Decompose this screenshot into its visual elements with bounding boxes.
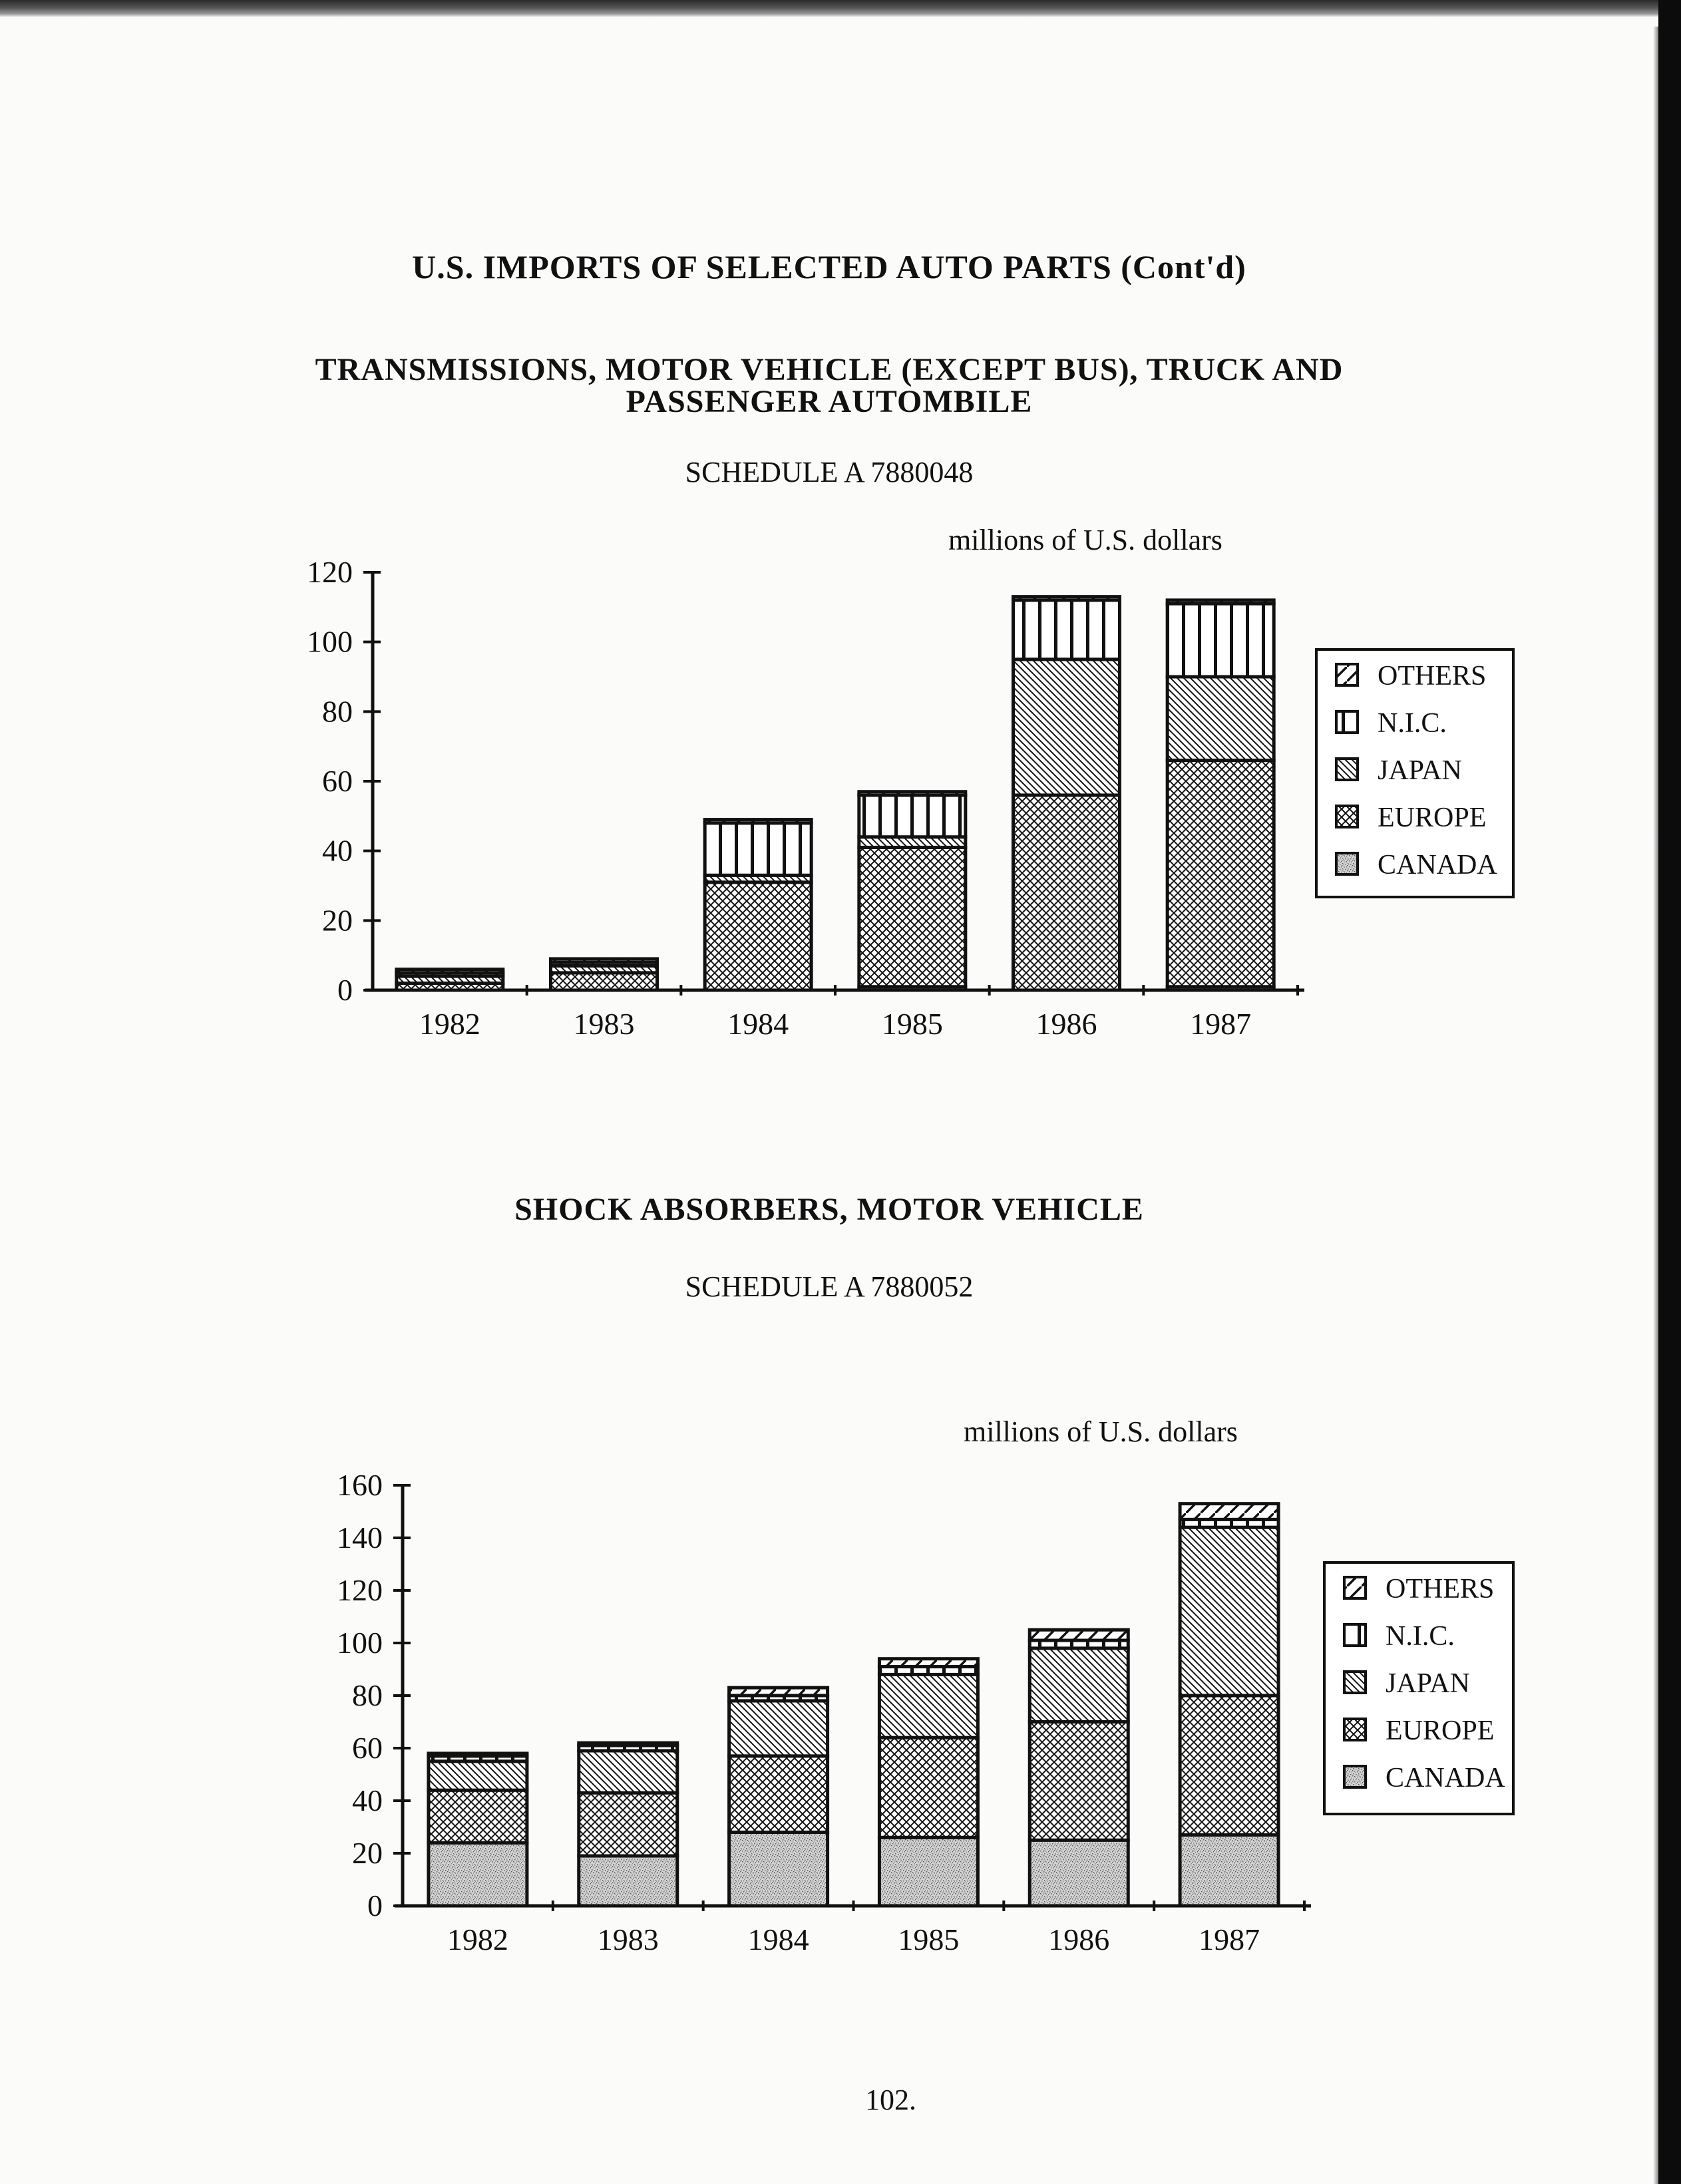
- chart1-title-line2: PASSENGER AUTOMBILE: [626, 384, 1033, 419]
- legend-label-others: OTHERS: [1386, 1574, 1495, 1604]
- bar-segment-others-1982: [429, 1753, 527, 1756]
- bar-segment-canada-1986: [1029, 1840, 1128, 1906]
- legend-swatch-nic: [1344, 1624, 1366, 1646]
- y-tick-label-160: 160: [337, 1468, 383, 1502]
- chart1-title-line1: TRANSMISSIONS, MOTOR VEHICLE (EXCEPT BUS), TRUCK AND: [315, 352, 1344, 387]
- bar-segment-canada-1983: [579, 1856, 677, 1906]
- bar-segment-canada-1987: [1180, 1835, 1278, 1906]
- legend-swatch-europe: [1336, 806, 1358, 827]
- x-tick-label-1982: 1982: [447, 1922, 508, 1956]
- bar-segment-europe-1985: [859, 847, 966, 986]
- legend-swatch-others: [1336, 664, 1358, 685]
- bar-segment-europe-1984: [729, 1756, 828, 1833]
- bar-segment-europe-1982: [429, 1790, 527, 1843]
- x-tick-label-1985: 1985: [881, 1007, 943, 1041]
- bar-segment-nic-1985: [859, 795, 966, 837]
- bar-segment-canada-1984: [729, 1832, 828, 1906]
- y-tick-label-40: 40: [352, 1783, 383, 1817]
- chart1-schedule: SCHEDULE A 7880048: [685, 456, 974, 488]
- x-tick-label-1983: 1983: [597, 1922, 659, 1956]
- legend-swatch-nic: [1336, 711, 1358, 733]
- y-tick-label-100: 100: [337, 1626, 383, 1660]
- y-tick-label-100: 100: [307, 624, 353, 659]
- y-tick-label-20: 20: [322, 903, 353, 938]
- legend-label-canada: CANADA: [1386, 1763, 1505, 1793]
- chart2-shock-absorbers: [0, 1411, 1681, 1976]
- y-tick-label-20: 20: [352, 1836, 383, 1870]
- chart2-schedule: SCHEDULE A 7880052: [685, 1270, 974, 1303]
- bar-segment-others-1985: [859, 792, 966, 795]
- legend-swatch-canada: [1336, 853, 1358, 874]
- bar-segment-others-1985: [879, 1659, 978, 1667]
- x-tick-label-1985: 1985: [898, 1922, 960, 1956]
- y-tick-label-140: 140: [337, 1521, 383, 1554]
- legend-label-europe: EUROPE: [1386, 1716, 1495, 1746]
- x-tick-label-1986: 1986: [1035, 1007, 1097, 1041]
- bar-segment-others-1982: [397, 970, 503, 973]
- unit-label: millions of U.S. dollars: [964, 1415, 1238, 1448]
- bar-segment-japan-1983: [579, 1751, 677, 1793]
- bar-segment-europe-1987: [1180, 1696, 1278, 1835]
- bar-segment-japan-1987: [1180, 1527, 1278, 1696]
- legend-swatch-others: [1344, 1577, 1366, 1598]
- bar-segment-europe-1984: [705, 882, 811, 990]
- bar-segment-others-1986: [1029, 1630, 1128, 1640]
- bar-segment-canada-1985: [879, 1837, 978, 1906]
- y-tick-label-80: 80: [322, 694, 353, 729]
- y-tick-label-0: 0: [367, 1889, 383, 1922]
- y-tick-label-0: 0: [337, 973, 353, 1007]
- bar-segment-nic-1984: [705, 823, 811, 876]
- x-tick-label-1986: 1986: [1048, 1922, 1110, 1956]
- bar-segment-others-1986: [1014, 597, 1120, 600]
- bar-segment-japan-1986: [1014, 659, 1120, 795]
- legend-swatch-europe: [1344, 1719, 1366, 1740]
- bar-segment-europe-1986: [1029, 1722, 1128, 1841]
- bar-segment-others-1987: [1180, 1504, 1278, 1520]
- bar-segment-europe-1986: [1014, 795, 1120, 990]
- bar-segment-europe-1985: [879, 1737, 978, 1837]
- y-tick-label-60: 60: [352, 1731, 383, 1765]
- bar-segment-japan-1987: [1167, 677, 1274, 761]
- legend-label-nic: N.I.C.: [1378, 708, 1447, 739]
- chart1-transmissions: [0, 506, 1681, 1051]
- y-tick-label-60: 60: [322, 764, 353, 798]
- x-tick-label-1987: 1987: [1190, 1007, 1252, 1041]
- legend-swatch-japan: [1336, 759, 1358, 780]
- bar-segment-japan-1982: [429, 1761, 527, 1790]
- chart2-title: SHOCK ABSORBERS, MOTOR VEHICLE: [514, 1192, 1144, 1227]
- bar-segment-nic-1986: [1014, 600, 1120, 659]
- unit-label: millions of U.S. dollars: [948, 524, 1222, 556]
- bar-segment-japan-1984: [729, 1701, 828, 1756]
- y-tick-label-120: 120: [307, 555, 353, 589]
- bar-segment-europe-1987: [1167, 761, 1274, 987]
- y-tick-label-40: 40: [322, 833, 353, 868]
- bar-segment-others-1983: [551, 959, 657, 962]
- bar-segment-others-1984: [729, 1688, 828, 1696]
- x-tick-label-1984: 1984: [747, 1922, 809, 1956]
- bar-segment-others-1984: [705, 820, 811, 823]
- page-title: U.S. IMPORTS OF SELECTED AUTO PARTS (Cont'd): [412, 248, 1246, 285]
- bar-segment-japan-1986: [1029, 1648, 1128, 1722]
- legend-swatch-canada: [1344, 1766, 1366, 1787]
- x-tick-label-1982: 1982: [419, 1007, 480, 1041]
- bar-segment-others-1983: [579, 1743, 677, 1745]
- bar-segment-europe-1983: [579, 1793, 677, 1856]
- x-tick-label-1983: 1983: [573, 1007, 635, 1041]
- legend-label-europe: EUROPE: [1378, 803, 1487, 833]
- legend-label-others: OTHERS: [1378, 661, 1487, 691]
- page-number: 102.: [865, 2084, 916, 2116]
- legend-swatch-japan: [1344, 1672, 1366, 1693]
- legend-label-canada: CANADA: [1378, 850, 1497, 880]
- bar-segment-others-1987: [1167, 600, 1274, 604]
- legend-label-japan: JAPAN: [1386, 1668, 1470, 1699]
- bar-segment-canada-1982: [429, 1843, 527, 1906]
- x-tick-label-1987: 1987: [1199, 1922, 1260, 1956]
- x-tick-label-1984: 1984: [727, 1007, 789, 1041]
- y-tick-label-120: 120: [337, 1573, 383, 1607]
- bar-segment-japan-1985: [879, 1674, 978, 1737]
- bar-segment-nic-1987: [1167, 604, 1274, 677]
- legend-label-nic: N.I.C.: [1386, 1621, 1455, 1652]
- scan-top-border: [0, 0, 1681, 17]
- bar-segment-europe-1983: [551, 973, 657, 990]
- legend-label-japan: JAPAN: [1378, 755, 1462, 786]
- y-tick-label-80: 80: [352, 1678, 383, 1712]
